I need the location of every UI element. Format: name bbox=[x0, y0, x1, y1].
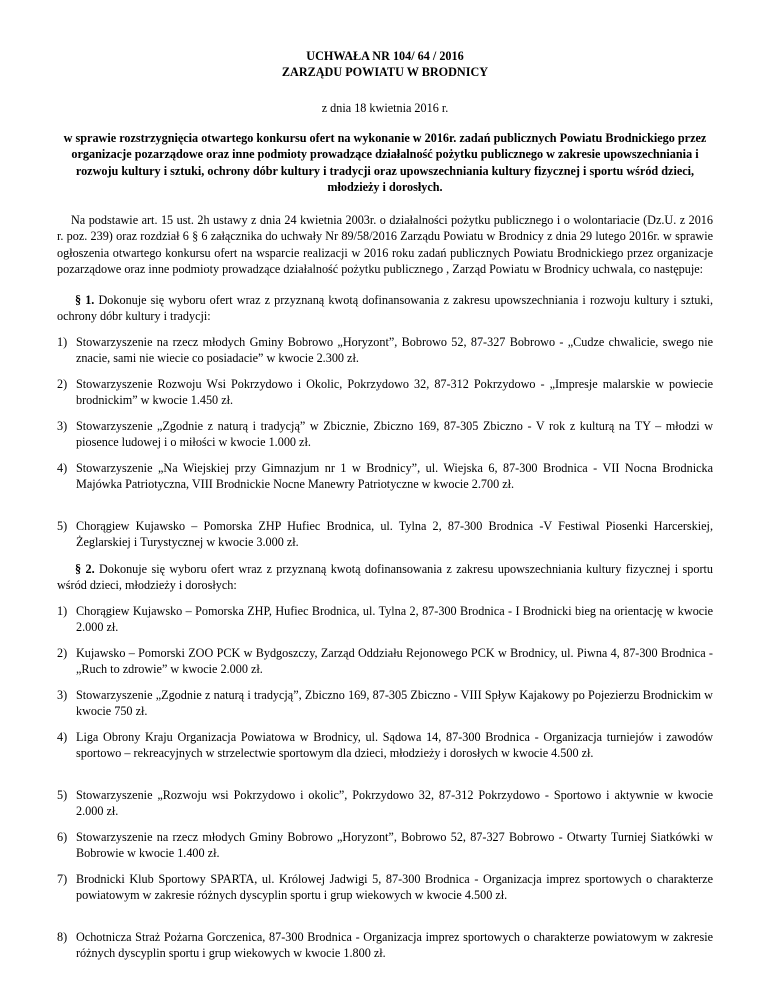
list-item bbox=[57, 376, 713, 409]
list-item-text: Kujawsko – Pomorski ZOO PCK w Bydgoszczy, Zarząd Oddziału Rejonowego PCK w Brodnicy, ul. Piwna 4, 87-300 Brodnica - „Ruch to zdrowie” w kwocie 2.000 zł. bbox=[76, 646, 713, 677]
resolution-date: z dnia 18 kwietnia 2016 r. bbox=[321, 101, 449, 115]
section-2-text: Dokonuje się wyboru ofert wraz z przyznaną kwotą dofinansowania z zakresu upowszechniania kultury fizycznej i sportu wśród dzieci, młodzieży i dorosłych: bbox=[57, 562, 713, 593]
list-item-text: Stowarzyszenie „Zgodnie z naturą i tradycją” w Zbicznie, Zbiczno 169, 87-305 Zbiczno - V rok z kulturą na TY – młodzi w piosence ludowej i o miłości w kwocie 1.000 zł. bbox=[76, 419, 713, 450]
list-item bbox=[57, 334, 713, 367]
list-item-number: 2) bbox=[57, 646, 68, 660]
list-item-text: Stowarzyszenie „Zgodnie z naturą i tradycją”, Zbiczno 169, 87-305 Zbiczno - VIII Spływ Kajakowy po Pojezierzu Brodnickim w kwocie 750 zł. bbox=[76, 688, 713, 719]
list-item-text: Stowarzyszenie na rzecz młodych Gminy Bobrowo „Horyzont”, Bobrowo 52, 87-327 Bobrowo - Otwarty Turniej Siatkówki w Bobrowie w kwocie 1.400 zł. bbox=[76, 830, 713, 861]
legal-basis-paragraph: Na podstawie art. 15 ust. 2h ustawy z dnia 24 kwietnia 2003r. o działalności pożytku publicznego i o wolontariacie (Dz.U. z 2016 r. poz. 239) oraz rozdział 6 § 6 załącznika do uchwały Nr 89/58/2016 Zarządu Powiatu w Brodnicy z dnia 29 lutego 2016r. w sprawie ogłoszenia otwartego konkursu ofert na wsparcie realizacji w 2016 roku zadań publicznych Powiatu Brodnickiego przez organizacje pozarządowe oraz inne podmioty prowadzące działalność pożytku publicznego , Zarząd Powiatu w Brodnicy uchwala, co następuje: bbox=[57, 213, 713, 276]
list-item-text: Ochotnicza Straż Pożarna Gorczenica, 87-300 Brodnica - Organizacja imprez sportowych o charakterze powiatowym w zakresie różnych dyscyplin sportu i grup wiekowych w kwocie 1.800 zł. bbox=[76, 930, 713, 961]
list-item-text: Chorągiew Kujawsko – Pomorska ZHP Hufiec Brodnica, ul. Tylna 2, 87-300 Brodnica -V Festiwal Piosenki Harcerskiej, Żeglarskiej i Turystycznej w kwocie 3.000 zł. bbox=[76, 519, 713, 550]
list-item-text: Stowarzyszenie „Rozwoju wsi Pokrzydowo i okolic”, Pokrzydowo 32, 87-312 Pokrzydowo - Sportowo i aktywnie w kwocie 2.000 zł. bbox=[76, 788, 713, 819]
list-item-number: 4) bbox=[57, 730, 68, 744]
list-item bbox=[57, 603, 713, 636]
list-item bbox=[57, 929, 713, 962]
list-item-number: 5) bbox=[57, 788, 68, 802]
list-item-text: Stowarzyszenie na rzecz młodych Gminy Bobrowo „Horyzont”, Bobrowo 52, 87-327 Bobrowo - „Cudze chwalicie, swego nie znacie, sami nie wiecie co posiadacie” w kwocie 2.300 zł. bbox=[76, 335, 713, 366]
list-item-text: Brodnicki Klub Sportowy SPARTA, ul. Królowej Jadwigi 5, 87-300 Brodnica - Organizacja imprez sportowych o charakterze powiatowym w zakresie różnych dyscyplin sportu i grup wiekowych w kwocie 4.500 zł. bbox=[76, 872, 713, 903]
list-item-text: Liga Obrony Kraju Organizacja Powiatowa w Brodnicy, ul. Sądowa 14, 87-300 Brodnica - Organizacja turniejów i zawodów sportowo – rekreacyjnych w strzelectwie sportowym dla dzieci, młodzieży i dorosłych w kwocie 4.500 zł. bbox=[76, 730, 713, 761]
list-item-number: 1) bbox=[57, 604, 68, 618]
resolution-issuer: ZARZĄDU POWIATU W BRODNICY bbox=[281, 65, 489, 80]
list-item-number: 1) bbox=[57, 335, 68, 349]
list-item-text: Stowarzyszenie „Na Wiejskiej przy Gimnazjum nr 1 w Brodnicy”, ul. Wiejska 6, 87-300 Brodnica - VII Nocna Brodnicka Majówka Patriotyczna, VIII Brodnickie Nocne Manewry Patriotyczne w kwocie 2.700 zł. bbox=[76, 461, 713, 492]
list-item-number: 4) bbox=[57, 461, 68, 475]
resolution-subject: w sprawie rozstrzygnięcia otwartego konkursu ofert na wykonanie w 2016r. zadań publicznych Powiatu Brodnickiego przez organizacje pozarządowe oraz inne podmioty prowadzące działalność pożytku publicznego w zakresie upowszechniania i rozwoju kultury i sztuki, ochrony dóbr kultury i tradycji oraz upowszechniania kultury fizycznej i sportu wśród dzieci, młodzieży i dorosłych. bbox=[63, 131, 707, 194]
list-item bbox=[57, 729, 713, 762]
section-2-mark: § 2. bbox=[75, 562, 95, 576]
list-item-number: 7) bbox=[57, 872, 68, 886]
section-1-mark: § 1. bbox=[75, 293, 95, 307]
list-item-text: Stowarzyszenie Rozwoju Wsi Pokrzydowo i Okolic, Pokrzydowo 32, 87-312 Pokrzydowo - „Impresje malarskie w powiecie brodnickim” w kwocie 1.450 zł. bbox=[76, 377, 713, 408]
list-item-number: 6) bbox=[57, 830, 68, 844]
section-1-text: Dokonuje się wyboru ofert wraz z przyznaną kwotą dofinansowania z zakresu upowszechniania i rozwoju kultury i sztuki, ochrony dóbr kultury i tradycji: bbox=[57, 293, 713, 324]
list-item-number: 8) bbox=[57, 930, 68, 944]
list-item-number: 3) bbox=[57, 419, 68, 433]
list-item bbox=[57, 645, 713, 678]
list-item bbox=[57, 787, 713, 820]
list-item bbox=[57, 460, 713, 493]
list-item bbox=[57, 829, 713, 862]
list-item-text: Chorągiew Kujawsko – Pomorska ZHP, Hufiec Brodnica, ul. Tylna 2, 87-300 Brodnica - I Brodnicki bieg na orientację w kwocie 2.000 zł. bbox=[76, 604, 713, 635]
list-item-number: 3) bbox=[57, 688, 68, 702]
list-item bbox=[57, 687, 713, 720]
section-1-paragraph bbox=[57, 292, 713, 325]
list-item bbox=[57, 518, 713, 551]
resolution-title: UCHWAŁA NR 104/ 64 / 2016 bbox=[306, 49, 464, 63]
list-item bbox=[57, 418, 713, 451]
list-item-number: 5) bbox=[57, 519, 68, 533]
list-item bbox=[57, 871, 713, 904]
list-item-number: 2) bbox=[57, 377, 68, 391]
section-2-paragraph bbox=[57, 561, 713, 594]
document-header bbox=[57, 48, 713, 81]
